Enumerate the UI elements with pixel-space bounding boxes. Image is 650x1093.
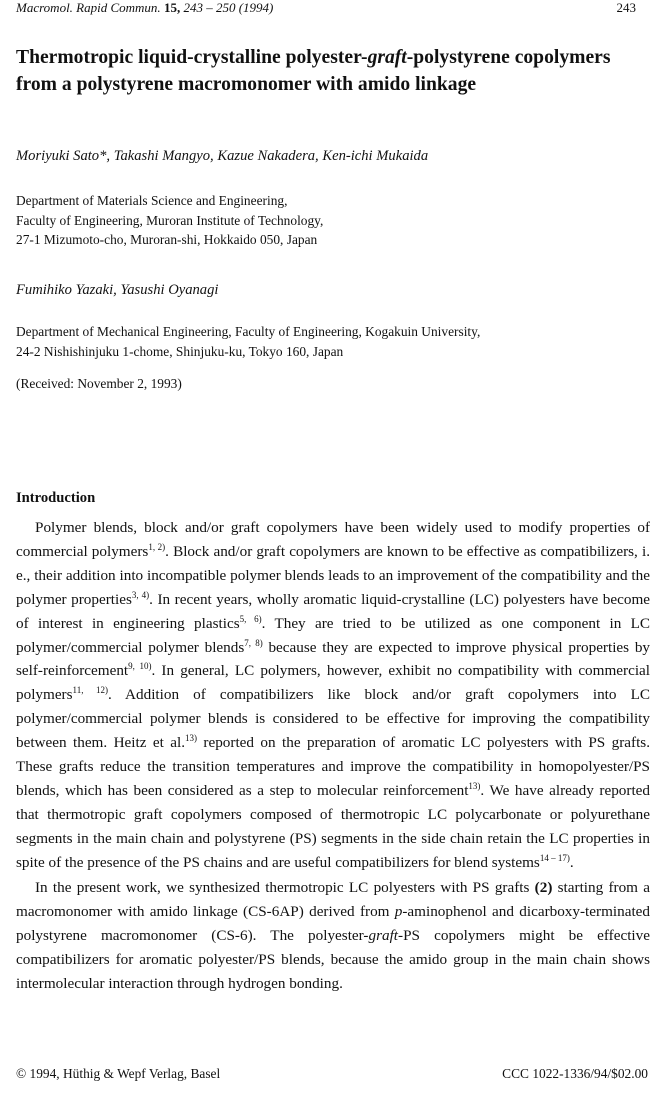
reference-superscript: 1, 2) — [148, 541, 166, 552]
reference-superscript: 14 – 17) — [539, 852, 570, 863]
text-run: Polymer blends, block and/or graft copolymers have been widely used to modify properties of commercial polymers — [16, 519, 650, 560]
section-heading-introduction: Introduction — [16, 490, 96, 506]
author-name: Takashi Mangyo, — [113, 148, 214, 164]
page-number: 243 — [616, 0, 636, 15]
title-part2: -polystyrene copolymers from a polystyrene macromonomer with amido linkage — [16, 47, 611, 95]
text-run: reported on the preparation of aromatic LC polyesters with PS grafts. These grafts reduce the transition temperatures and improve the compatibility in homopolyester/PS blends, which has been considered as a step to molecular reinforcement — [16, 734, 650, 799]
affiliation-2 — [16, 322, 480, 361]
text-run: . We have already reported that thermotropic graft copolymers composed of thermotropic LC polycarbonate or polyurethane segments in the main chain and polystyrene (PS) segments in the side chain retain the LC properties in spite of the presence of the PS chains and are useful compatibilizers for blend systems — [16, 781, 650, 871]
author-name: Moriyuki Sato*, — [16, 148, 111, 164]
reference-superscript: 9, 10) — [128, 661, 152, 672]
intro-paragraph-2 — [16, 876, 650, 996]
reference-superscript: 13) — [185, 733, 197, 744]
text-run: . They are tried to be utilized as one component in LC polymer/commercial polymer blends — [16, 614, 650, 656]
author-name: Yasushi Oyanagi — [120, 282, 219, 298]
affiliation-1 — [16, 191, 323, 250]
text-run: -PS copolymers might be effective compatibilizers for aromatic polyester/PS blends, because the amido group in the main chain shows intermolecular interaction through hydrogen bonding. — [16, 926, 650, 992]
affiliation-line: Department of Mechanical Engineering, Faculty of Engineering, Kogakuin University, — [16, 324, 481, 339]
copyright-notice: © 1994, Hüthig & Wepf Verlag, Basel — [16, 1066, 221, 1081]
reference-superscript: 13) — [468, 780, 481, 791]
text-run: starting from a macromonomer with amido linkage (CS-6AP) derived from — [16, 879, 650, 920]
italic-run: graft — [368, 926, 399, 944]
intro-paragraph-1 — [16, 516, 650, 875]
text-run: In the present work, we synthesized thermotropic LC polyesters with PS grafts — [35, 879, 535, 896]
author-name: Ken-ichi Mukaida — [322, 148, 429, 164]
journal-volume: 15, — [163, 0, 181, 15]
running-header — [16, 0, 636, 20]
italic-run: p — [394, 902, 403, 920]
text-run: . In general, LC polymers, however, exhibit no compatibility with commercial polymers — [16, 662, 650, 704]
text-run: . Addition of compatibilizers like block and/or graft copolymers into LC polymer/commercial polymer blends is considered to be effective for improving the compatibility between them. Heitz et al. — [16, 686, 650, 752]
journal-citation — [16, 0, 273, 20]
text-run: -aminophenol and dicarboxy-terminated polystyrene macromonomer (CS-6). The polyester- — [16, 902, 650, 944]
affiliation-line: Faculty of Engineering, Muroran Institute of Technology, — [16, 212, 324, 228]
page-footer — [16, 1066, 648, 1082]
text-run: because they are expected to improve physical properties by self-reinforcement — [16, 638, 650, 680]
author-list-1 — [16, 148, 428, 165]
journal-pages-year: 243 – 250 (1994) — [183, 0, 274, 15]
reference-superscript: 11, 12) — [72, 685, 108, 696]
text-run: . In recent years, wholly aromatic liquid-crystalline (LC) polyesters have become of interest in engineering plastics — [16, 590, 650, 632]
author-list-2 — [16, 282, 218, 299]
received-date: (Received: November 2, 1993) — [16, 376, 182, 391]
affiliation-line: 24-2 Nishishinjuku 1-chome, Shinjuku-ku, Tokyo 160, Japan — [16, 343, 344, 359]
compound-label: (2) — [534, 879, 553, 896]
author-name: Kazue Nakadera, — [217, 148, 319, 164]
reference-superscript: 3, 4) — [131, 589, 150, 600]
title-part1: Thermotropic liquid-crystalline polyester- — [16, 47, 368, 68]
affiliation-line: Department of Materials Science and Engineering, — [16, 193, 288, 208]
reference-superscript: 5, 6) — [239, 613, 262, 624]
author-name: Fumihiko Yazaki, — [16, 282, 117, 298]
text-run: . — [569, 853, 574, 871]
journal-name: Macromol. Rapid Commun. — [16, 0, 161, 15]
reference-superscript: 7, 8) — [244, 637, 263, 648]
ccc-code: CCC 1022-1336/94/$02.00 — [502, 1066, 648, 1081]
text-run: . Block and/or graft copolymers are known to be effective as compatibilizers, i. e., their addition into incompatible polymer blends leads to an improvement of the compatibility and the polymer properties — [16, 542, 650, 608]
affiliation-line: 27-1 Mizumoto-cho, Muroran-shi, Hokkaido 050, Japan — [16, 232, 318, 247]
title-graft: graft — [367, 47, 407, 68]
paper-title — [16, 44, 636, 98]
